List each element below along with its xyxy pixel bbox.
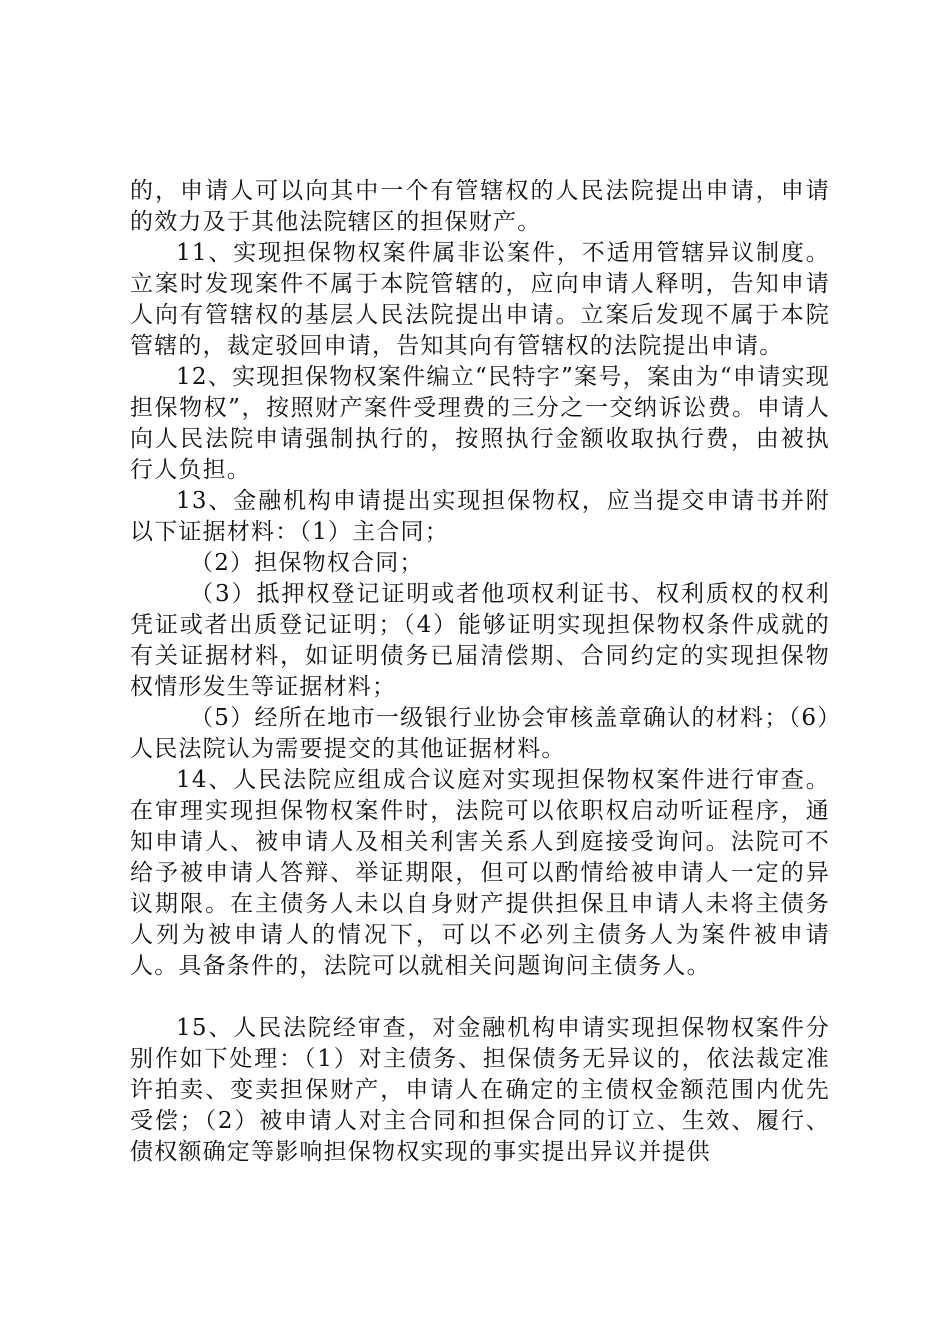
paragraph-gap bbox=[130, 982, 830, 1013]
paragraph-item-13-2: （2）担保物权合同； bbox=[190, 550, 424, 576]
paragraph-item-12: 12、实现担保物权案件编立“民特字”案号，案由为“申请实现担保物权”，按照财产案件受理费的三分之一交纳诉讼费。申请人向人民法院申请强制执行的，按照执行金额收取执行费，由被执行人负担。 bbox=[130, 364, 830, 483]
document-body bbox=[130, 176, 830, 1168]
paragraph-item-11: 11、实现担保物权案件属非讼案件，不适用管辖异议制度。立案时发现案件不属于本院管辖的，应向申请人释明，告知申请人向有管辖权的基层人民法院提出申请。立案后发现不属于本院管辖的，裁定驳回申请，告知其向有管辖权的法院提出申请。 bbox=[130, 240, 830, 359]
paragraph-item-13-5: （5）经所在地市一级银行业协会审核盖章确认的材料；（6）人民法院认为需要提交的其他证据材料。 bbox=[130, 705, 830, 762]
paragraph-item-15: 15、人民法院经审查，对金融机构申请实现担保物权案件分别作如下处理：（1）对主债务、担保债务无异议的，依法裁定准许拍卖、变卖担保财产，申请人在确定的主债权金额范围内优先受偿；（2）被申请人对主合同和担保合同的订立、生效、履行、债权额确定等影响担保物权实现的事实提出异议并提供 bbox=[130, 1015, 830, 1165]
paragraph-continuation: 的，申请人可以向其中一个有管辖权的人民法院提出申请，申请的效力及于其他法院辖区的担保财产。 bbox=[130, 178, 830, 235]
paragraph-item-14: 14、人民法院应组成合议庭对实现担保物权案件进行审查。在审理实现担保物权案件时，法院可以依职权启动听证程序，通知申请人、被申请人及相关利害关系人到庭接受询问。法院可不给予被申请人答辩、举证期限，但可以酌情给被申请人一定的异议期限。在主债务人未以自身财产提供担保且申请人未将主债务人列为被申请人的情况下，可以不必列主债务人为案件被申请人。具备条件的，法院可以就相关问题询问主债务人。 bbox=[130, 767, 830, 979]
paragraph-item-13: 13、金融机构申请提出实现担保物权，应当提交申请书并附以下证据材料：（1）主合同； bbox=[130, 488, 830, 545]
paragraph-item-13-3: （3）抵押权登记证明或者他项权利证书、权利质权的权利凭证或者出质登记证明；（4）能够证明实现担保物权条件成就的有关证据材料，如证明债务已届清偿期、合同约定的实现担保物权情形发生等证据材料； bbox=[130, 581, 830, 700]
